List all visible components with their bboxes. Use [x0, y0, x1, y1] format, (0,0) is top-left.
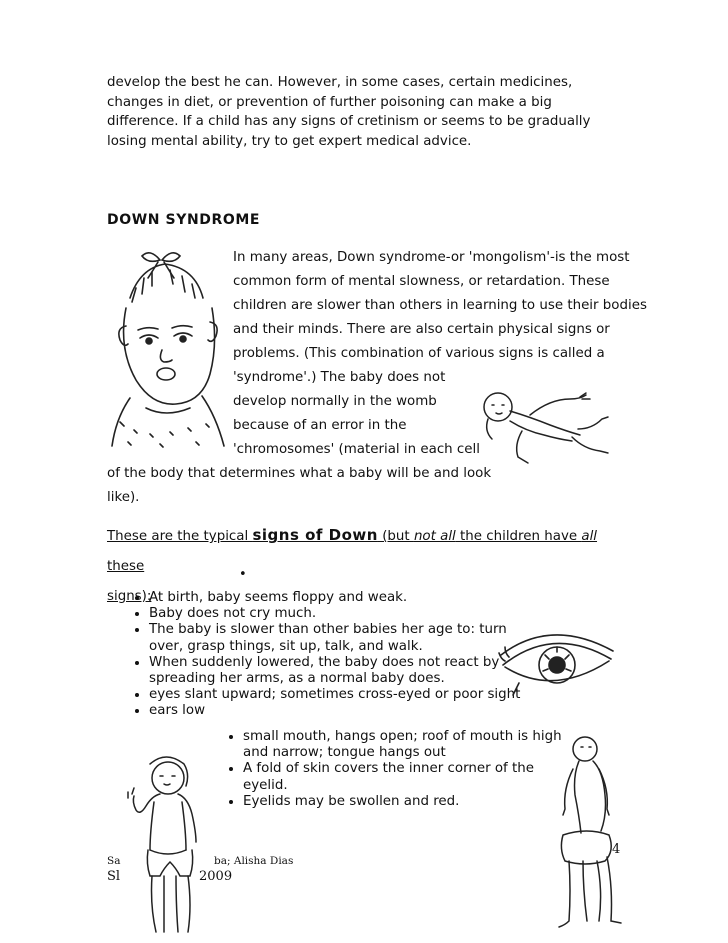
- description-line: children are slower than others in learning to use their bodies: [233, 298, 647, 313]
- list-item: • Eyelids may be swollen and red.: [243, 794, 563, 810]
- description-line: and their minds. There are also certain physical signs or: [233, 322, 610, 337]
- signs-intro-text: These are the typical: [107, 529, 253, 544]
- list-item: • small mouth, hangs open; roof of mouth is high and narrow; tongue hangs out: [243, 729, 563, 761]
- footer-text: 2009: [199, 869, 233, 884]
- section-heading: DOWN SYNDROME: [107, 212, 261, 228]
- description-line: In many areas, Down syndrome-or 'mongolism'-is the most: [233, 250, 630, 265]
- description-line: because of an error in the: [233, 418, 407, 433]
- description-line: like).: [107, 490, 140, 505]
- list-item: • The baby is slower than other babies her age to: turn over, grasp things, sit up, talk, and walk.: [149, 622, 529, 654]
- signs-intro-line2: signs):: [107, 589, 152, 604]
- signs-list: [113, 590, 529, 720]
- description-line: common form of mental slowness, or retardation. These: [233, 274, 610, 289]
- list-item: • At birth, baby seems floppy and weak.: [149, 590, 529, 606]
- description-line: problems. (This combination of various signs is called a: [233, 346, 605, 361]
- bullet-mark: •: [239, 567, 247, 582]
- list-item: • A fold of skin covers the inner corner of the eyelid.: [243, 761, 563, 793]
- footer-text: Sa: [107, 855, 121, 867]
- eye-icon: [495, 625, 620, 700]
- description-line: develop normally in the womb: [233, 394, 437, 409]
- list-item: • eyes slant upward; sometimes cross-eyed or poor sight: [149, 687, 529, 703]
- signs-intro-bold: signs of Down: [252, 526, 378, 544]
- signs-intro-text: (but: [377, 529, 414, 544]
- child-face-icon: [100, 238, 230, 453]
- list-item: • ears low: [149, 703, 529, 719]
- page-number: 4: [612, 842, 621, 857]
- lying-baby-icon: [470, 385, 620, 465]
- footer-text: Sl: [107, 869, 121, 884]
- signs-list: [207, 729, 563, 810]
- bent-child-icon: [535, 735, 645, 935]
- signs-intro-text: these: [107, 559, 145, 574]
- signs-intro-text: the children have: [455, 529, 582, 544]
- list-item: • When suddenly lowered, the baby does not react by spreading her arms, as a normal baby does.: [149, 655, 529, 687]
- description-line: 'chromosomes' (material in each cell: [233, 442, 480, 457]
- description-line: of the body that determines what a baby will be and look: [107, 466, 492, 481]
- list-item: • Baby does not cry much.: [149, 606, 529, 622]
- signs-intro-italic: not all: [413, 529, 456, 544]
- intro-paragraph: develop the best he can. However, in some cases, certain medicines, changes in diet, or prevention of further poisoning can make a big difference. If a child has any signs of cretinism or seems to be gradually losing mental ability, try to get expert medical advice.: [107, 75, 591, 149]
- footer-text: ba; Alisha Dias: [214, 855, 294, 867]
- standing-child-icon: [120, 752, 215, 937]
- signs-intro-italic: all: [581, 529, 598, 544]
- description-line: 'syndrome'.) The baby does not: [233, 370, 446, 385]
